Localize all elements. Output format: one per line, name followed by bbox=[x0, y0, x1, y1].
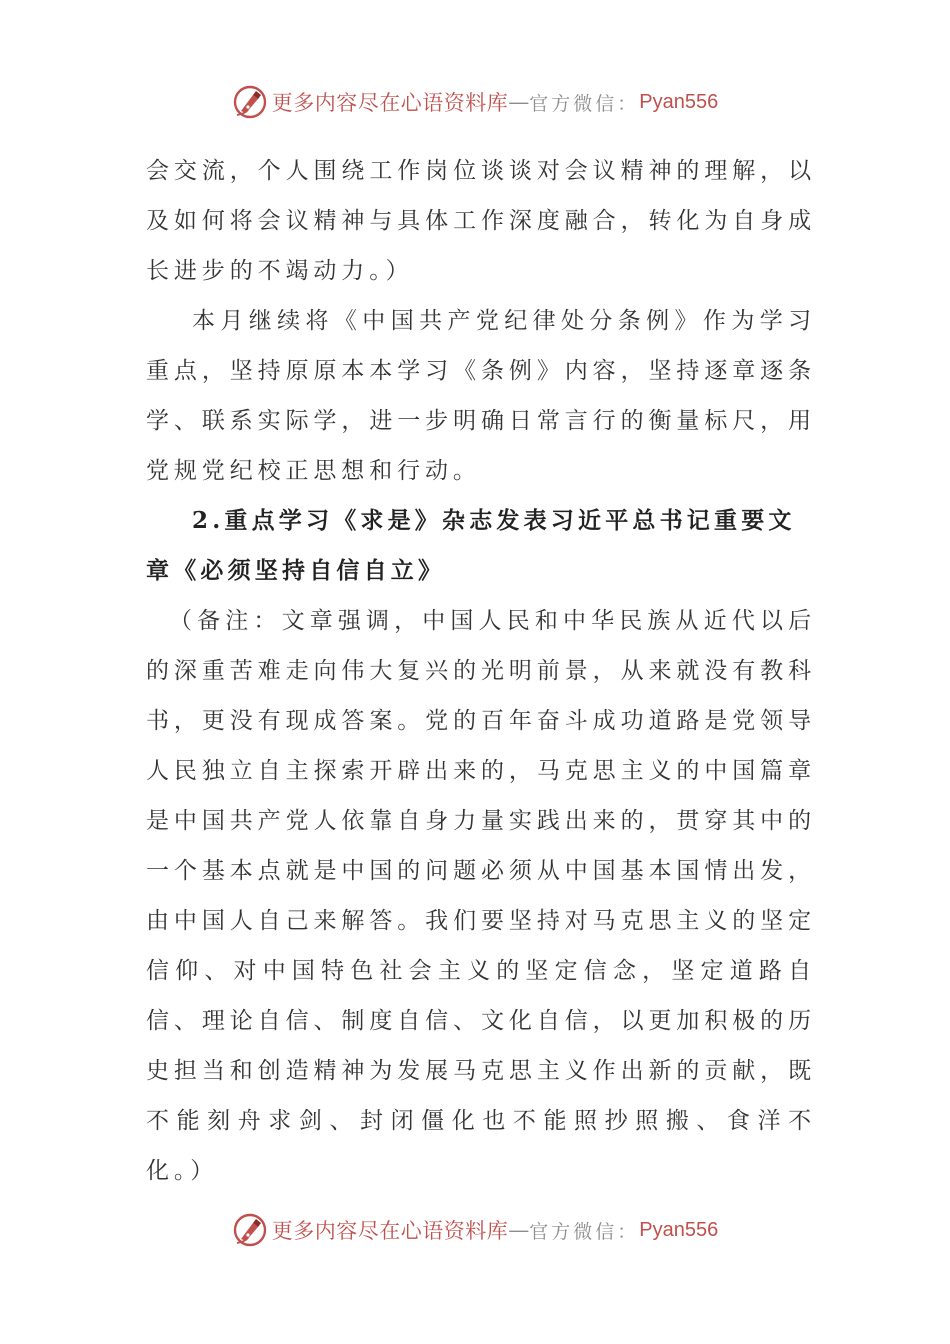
watermark-brand: 更多内容尽在心语资料库 bbox=[271, 1219, 509, 1243]
watermark-brand: 更多内容尽在心语资料库 bbox=[271, 91, 509, 115]
paragraph-regulations-study: 本月继续将《中国共产党纪律处分条例》作为学习重点，坚持原原本本学习《条例》内容，坚持逐章逐条学、联系实际学，进一步明确日常言行的衡量标尺，用党规党纪校正思想和行动。 bbox=[146, 308, 816, 484]
watermark-official-label: 官方微信： bbox=[529, 92, 640, 115]
footer-watermark bbox=[0, 1208, 950, 1252]
paragraph-note: （备注：文章强调，中国人民和中华民族从近代以后的深重苦难走向伟大复兴的光明前景，从来就没有教科书，更没有现成答案。党的百年奋斗成功道路是党领导人民独立自主探索开辟出来的，马克思主义的中国篇章是中国共产党人依靠自身力量实践出来的，贯穿其中的一个基本点就是中国的问题必须从中国基本国情出发，由中国人自己来解答。我们要坚持对马克思主义的坚定信仰、对中国特色社会主义的坚定信念，坚定道路自信、理论自信、制度自信、文化自信，以更加积极的历史担当和创造精神为发展马克思主义作出新的贡献，既不能刻舟求剑、封闭僵化也不能照抄照搬、食洋不化。） bbox=[146, 608, 816, 1184]
watermark-separator: — bbox=[508, 90, 530, 114]
document-body bbox=[146, 146, 816, 1196]
watermark-separator: — bbox=[508, 1218, 530, 1242]
paragraph-meeting-exchange: 会交流，个人围绕工作岗位谈谈对会议精神的理解，以及如何将会议精神与具体工作深度融合，转化为自身成长进步的不竭动力。） bbox=[146, 158, 816, 284]
watermark-account-id: Pyan556 bbox=[639, 1218, 719, 1241]
pen-nib-logo-icon bbox=[232, 84, 268, 120]
header-watermark bbox=[0, 80, 950, 124]
pen-nib-logo-icon bbox=[232, 1212, 268, 1248]
watermark-official-label: 官方微信： bbox=[529, 1220, 640, 1243]
watermark-account-id: Pyan556 bbox=[639, 90, 719, 113]
section-heading: 2.重点学习《求是》杂志发表习近平总书记重要文章《必须坚持自信自立》 bbox=[146, 507, 796, 584]
